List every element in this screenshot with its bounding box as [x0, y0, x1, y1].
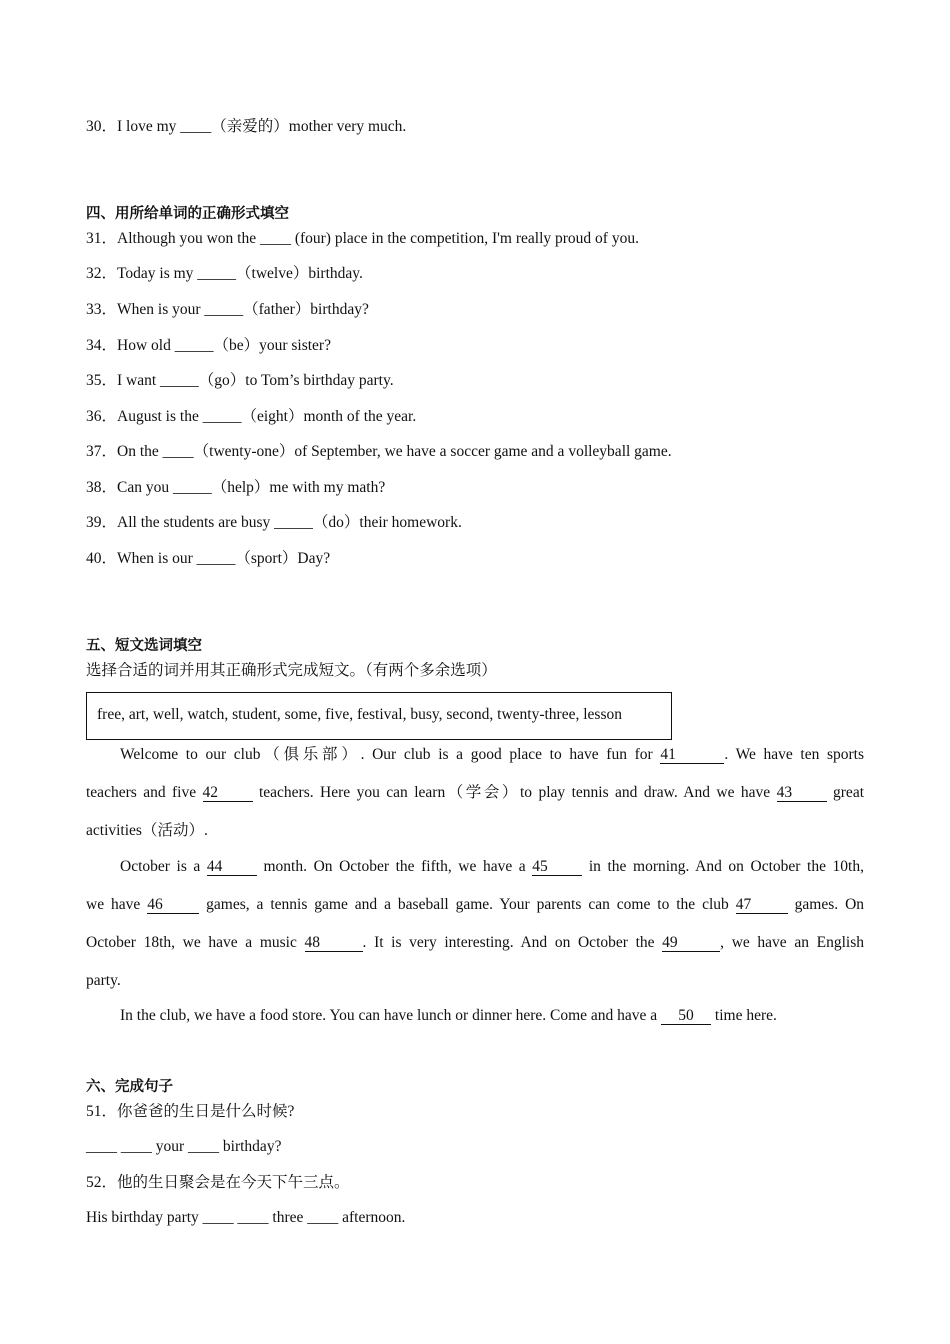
passage-p1-line3: activities（活动）.: [86, 822, 208, 839]
question-text: All the students are busy _____（do）their homework.: [117, 514, 462, 531]
question-52-answer-line: His birthday party ____ ____ three ____ afternoon.: [86, 1209, 406, 1226]
question-text: When is our _____（sport）Day?: [117, 550, 331, 567]
question-number: 31．: [86, 230, 118, 247]
question-number: 33．: [86, 301, 118, 318]
question-number: 52．: [86, 1174, 118, 1191]
blank-41: 41: [660, 747, 724, 764]
blank-50: 50: [661, 1008, 711, 1025]
passage-p2-line4: party.: [86, 972, 121, 989]
passage-text: time here.: [711, 1007, 777, 1024]
question-number: 36．: [86, 408, 118, 425]
question-prompt: 你爸爸的生日是什么时候?: [117, 1103, 295, 1120]
blank-46: 46: [147, 897, 199, 914]
passage-text: , we have an English: [720, 934, 864, 951]
passage-text: Welcome to our club（俱乐部）. Our club is a good place to have fun for: [120, 746, 661, 763]
passage-p2-line1: [86, 857, 864, 877]
blank-42: 42: [203, 785, 253, 802]
blank-45: 45: [532, 859, 582, 876]
question-31: [86, 229, 639, 249]
passage-p2-line2: [86, 895, 864, 915]
question-51-prompt: [86, 1102, 294, 1122]
passage-text: In the club, we have a food store. You can have lunch or dinner here. Come and have a: [120, 1007, 662, 1024]
passage-text: games. On: [787, 896, 865, 913]
passage-text: month. On October the fifth, we have a: [256, 858, 533, 875]
question-30: [86, 117, 406, 137]
passage-text: we have: [86, 896, 148, 913]
blank-43: 43: [777, 785, 827, 802]
passage-p2-line3: [86, 933, 864, 953]
blank-49: 49: [662, 935, 720, 952]
question-40: [86, 549, 330, 569]
question-text: Although you won the ____ (four) place in the competition, I'm really proud of you.: [117, 230, 639, 247]
section-4-title: 四、用所给单词的正确形式填空: [86, 206, 289, 222]
blank-44: 44: [207, 859, 257, 876]
section-6-title: 六、完成句子: [86, 1079, 173, 1095]
question-number: 39．: [86, 514, 118, 531]
question-37: [86, 442, 672, 462]
question-number: 30．: [86, 118, 118, 135]
question-text: Can you _____（help）me with my math?: [117, 479, 386, 496]
passage-p1-line1: [86, 745, 864, 765]
question-prompt: 他的生日聚会是在今天下午三点。: [117, 1174, 350, 1191]
question-text: On the ____（twenty-one）of September, we have a soccer game and a volleyball game.: [117, 443, 672, 460]
blank-47: 47: [736, 897, 788, 914]
question-52-prompt: [86, 1173, 350, 1193]
passage-p3-line1: [86, 1006, 864, 1026]
question-number: 34．: [86, 337, 118, 354]
passage-text: great: [826, 784, 865, 801]
question-39: [86, 513, 462, 533]
question-text: I want _____（go）to Tom’s birthday party.: [117, 372, 394, 389]
question-number: 32．: [86, 265, 118, 282]
question-36: [86, 407, 416, 427]
question-33: [86, 300, 369, 320]
passage-p1-line2: [86, 783, 864, 803]
blank-48: 48: [305, 935, 363, 952]
passage-text: . We have ten sports: [724, 746, 864, 763]
question-38: [86, 478, 385, 498]
question-text: I love my ____（亲爱的）mother very much.: [117, 118, 407, 135]
passage-text: October 18th, we have a music: [86, 934, 305, 951]
word-bank-text: free, art, well, watch, student, some, five, festival, busy, second, twenty-three, lesson: [97, 706, 622, 723]
question-text: How old _____（be）your sister?: [117, 337, 331, 354]
section-5-title: 五、短文选词填空: [86, 638, 202, 654]
passage-text: games, a tennis game and a baseball game. Your parents can come to the club: [199, 896, 736, 913]
passage-text: . It is very interesting. And on October the: [362, 934, 663, 951]
question-34: [86, 336, 331, 356]
question-number: 38．: [86, 479, 118, 496]
question-number: 40．: [86, 550, 118, 567]
passage-text: in the morning. And on October the 10th,: [582, 858, 864, 875]
question-number: 37．: [86, 443, 118, 460]
question-51-answer-line: ____ ____ your ____ birthday?: [86, 1138, 282, 1155]
question-number: 35．: [86, 372, 118, 389]
section-5-instruction: 选择合适的词并用其正确形式完成短文。（有两个多余选项）: [86, 662, 497, 679]
question-number: 51．: [86, 1103, 118, 1120]
word-bank-box: [86, 692, 672, 740]
passage-text: teachers. Here you can learn（学会）to play tennis and draw. And we have: [252, 784, 777, 801]
question-32: [86, 264, 363, 284]
question-text: August is the _____（eight）month of the year.: [117, 408, 417, 425]
passage-text: teachers and five: [86, 784, 203, 801]
question-35: [86, 371, 394, 391]
passage-text: October is a: [120, 858, 207, 875]
question-text: When is your _____（father）birthday?: [117, 301, 369, 318]
question-text: Today is my _____（twelve）birthday.: [117, 265, 363, 282]
